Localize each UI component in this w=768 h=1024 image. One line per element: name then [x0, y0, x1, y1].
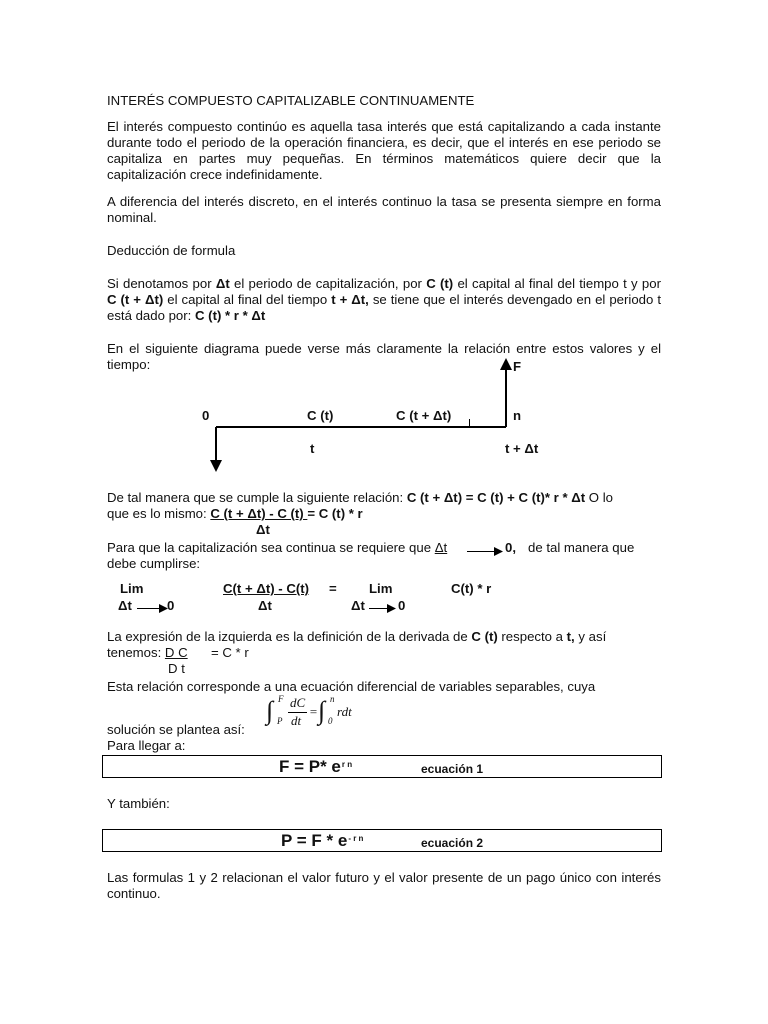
paragraph-definition: El interés compuesto continúo es aquella tasa interés que está capitalizando a cada instante durante todo el periodo de la operación financiera, es decir, que el interés en ese periodo se capitaliza en partes muy pequeñas. En términos matemáticos quiere decir que la capitalización crece indefinidamente. [107, 119, 661, 182]
equation-2-formula: $P = F * e^{- r n}$ [281, 831, 364, 850]
page-title: INTERÉS COMPUESTO CAPITALIZABLE CONTINUAMENTE [107, 93, 475, 108]
arrow-right-icon [494, 547, 503, 556]
tick-mark [469, 419, 470, 427]
relation-line: De tal manera que se cumple la siguiente relación: C (t + Δt) = C (t) + C (t)* r * Δt O lo [107, 490, 613, 505]
derivative-line-2: tenemos: D C [107, 645, 188, 660]
equation-2-label: ecuación 2 [421, 836, 484, 850]
integral-lower-P: P [277, 716, 283, 726]
paragraph-notation: Si denotamos por Δt el periodo de capitalización, por C (t) el capital al final del tiempo t y por C (t + Δt) el capital al final del tiempo t + Δt, se tiene que el interés devengado en el periodo t está dado por: C (t) * r * Δt [107, 276, 661, 323]
relation-line-2: que es lo mismo: C (t + Δt) - C (t) = C (t) * r [107, 506, 363, 521]
integral-upper-n: n [330, 694, 335, 704]
para-llegar: Para llegar a: [107, 738, 186, 753]
continuity-zero: 0, [505, 540, 516, 555]
integral-lower-0: 0 [328, 716, 333, 726]
label-zero: 0 [202, 408, 210, 423]
continuity-tail: de tal manera que [528, 540, 635, 555]
derivative-rhs: = C * r [211, 645, 249, 660]
arrow-up-shaft [505, 368, 507, 427]
integral-rdt: rdt [337, 704, 352, 719]
lim-right: Lim [369, 581, 393, 596]
lim-left-zero: 0 [167, 598, 175, 613]
tambien-line: Y también: [107, 796, 170, 811]
arrow-up-icon [500, 358, 512, 370]
continuity-line: Para que la capitalización sea continua se requiere que Δt [107, 540, 448, 555]
lim-equals: = [329, 581, 337, 596]
lim-left-dt: Δt [118, 598, 132, 613]
solution-line: solución se plantea así: [107, 722, 245, 737]
continuity-line-2: debe cumplirse: [107, 556, 201, 571]
section-heading: Deducción de formula [107, 243, 236, 258]
equation-1-formula: F = P* $e^{r n}$ [279, 757, 353, 776]
integral-sign-right: ∫ [318, 696, 326, 725]
lim-right-zero: 0 [398, 598, 406, 613]
relation-denominator: Δt [256, 522, 270, 537]
equation-1-box [102, 755, 662, 778]
derivative-denominator: D t [168, 661, 185, 676]
label-ct: C (t) [307, 408, 334, 423]
lim-right-ctr: C(t) * r [451, 581, 492, 596]
differential-line: Esta relación corresponde a una ecuación diferencial de variables separables, cuya [107, 679, 596, 694]
arrow-down-shaft [215, 427, 217, 463]
arrow-right-icon [387, 604, 396, 613]
integral-sign-left: ∫ [266, 696, 274, 725]
derivative-line: La expresión de la izquierda es la definición de la derivada de C (t) respecto a t, y así [107, 629, 607, 644]
fraction-dt: dt [291, 713, 302, 728]
integral-equals: = [309, 704, 318, 719]
lim-right-dt: Δt [351, 598, 365, 613]
fraction-dC: dC [290, 695, 306, 710]
label-F: F [513, 359, 522, 374]
equation-2-box [102, 829, 662, 852]
lim-denominator: Δt [258, 598, 272, 613]
equation-1-label: ecuación 1 [421, 762, 484, 776]
label-t: t [310, 441, 315, 456]
lim-numerator: C(t + Δt) - C(t) [223, 581, 310, 596]
lim-left: Lim [120, 581, 144, 596]
limit-arrow-shaft [467, 551, 497, 552]
label-tdt: t + Δt [505, 441, 539, 456]
paragraph-nominal: A diferencia del interés discreto, en el interés continuo la tasa se presenta siempre en forma nominal. [107, 194, 661, 225]
arrow-down-icon [210, 460, 222, 472]
integral-upper-F: F [278, 694, 284, 704]
label-n: n [513, 408, 522, 423]
label-ctdt: C (t + Δt) [396, 408, 452, 423]
paragraph-diagram-intro: En el siguiente diagrama puede verse más claramente la relación entre estos valores y el tiempo: [107, 341, 661, 372]
timeline-axis [216, 426, 506, 428]
paragraph-conclusion: Las formulas 1 y 2 relacionan el valor futuro y el valor presente de un pago único con interés continuo. [107, 870, 661, 901]
